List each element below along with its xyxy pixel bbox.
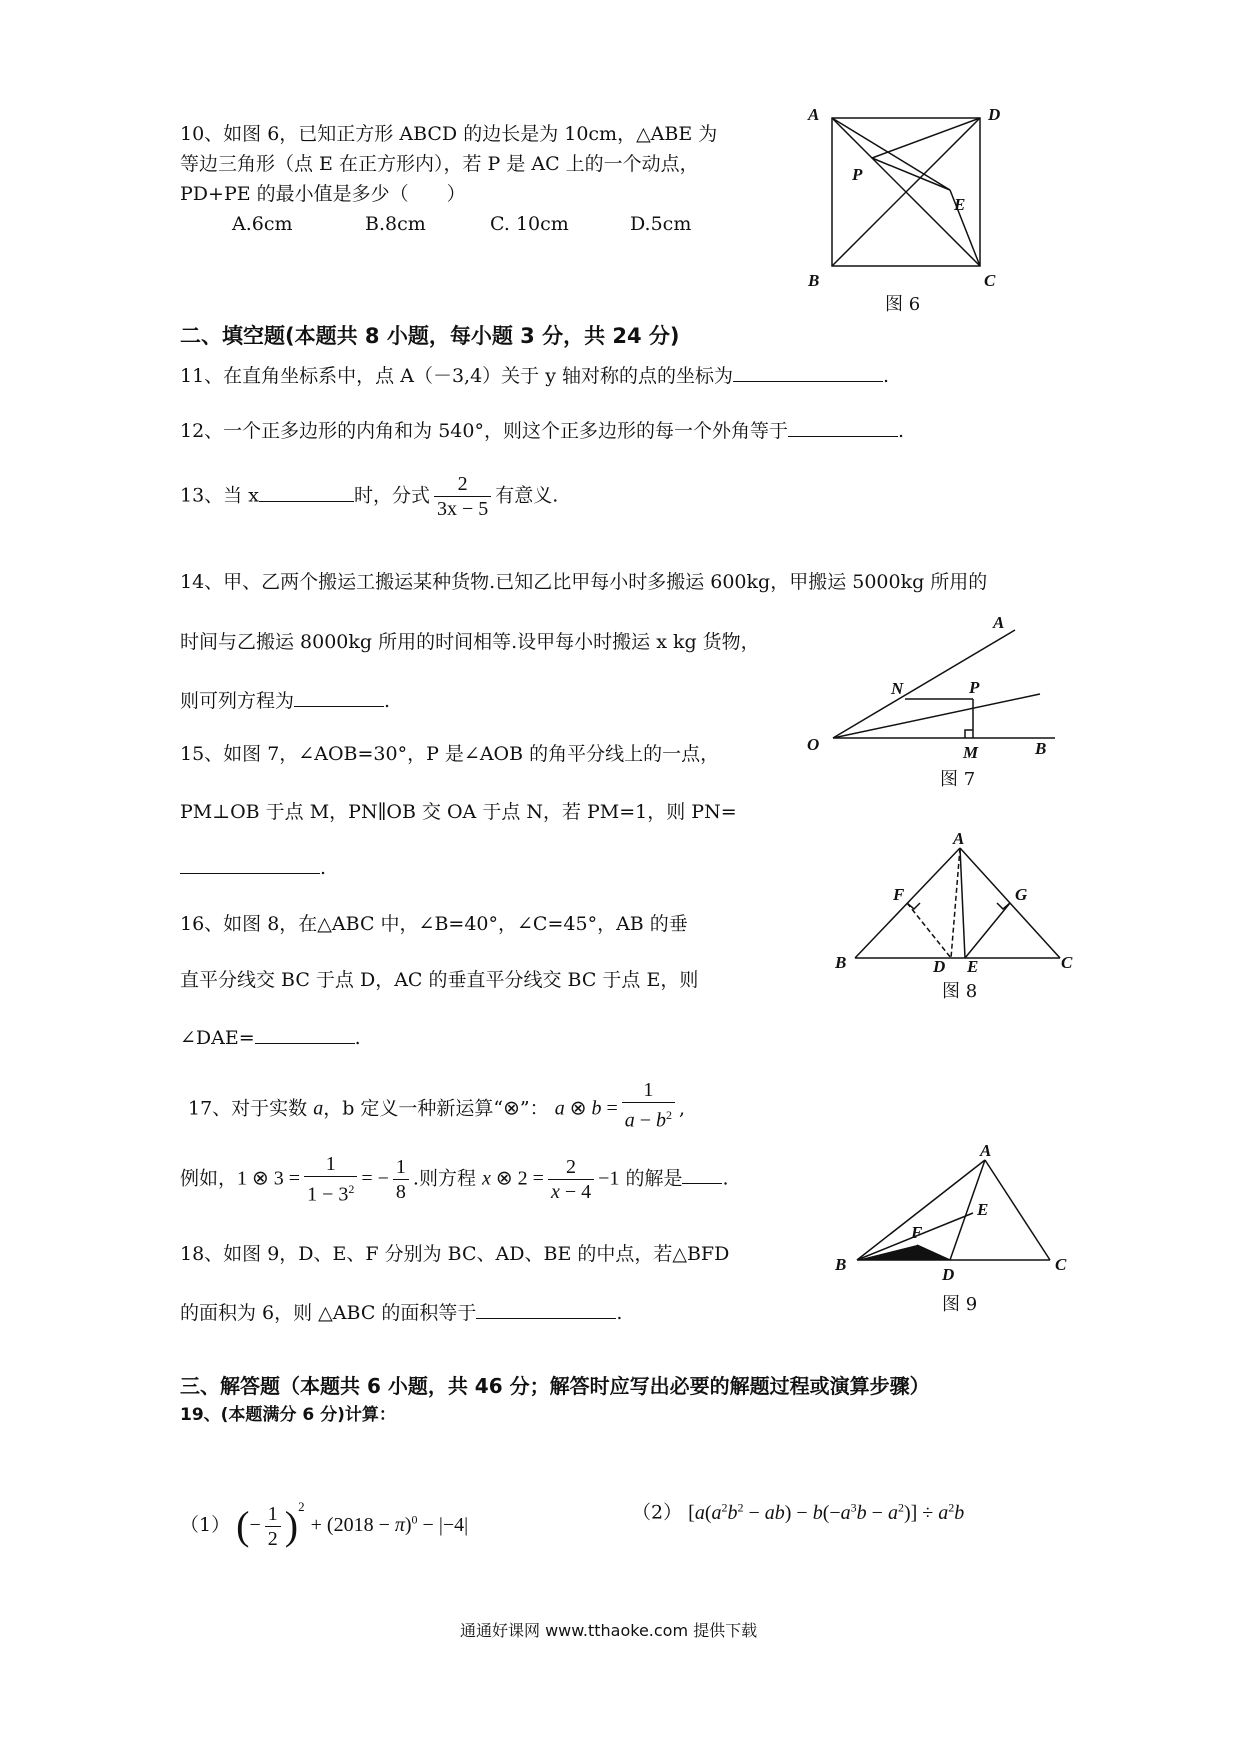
q10-option-a: A.6cm (232, 213, 293, 235)
q11-text: 11、在直角坐标系中，点 A（－3,4）关于 y 轴对称的点的坐标为 . (180, 365, 890, 387)
fig9-caption: 图 9 (942, 1294, 978, 1315)
q17-def-denominator: $a - b^2$ (624, 1108, 673, 1132)
fig6-label-a: A (808, 105, 820, 124)
q13-numerator: 2 (434, 472, 491, 497)
fig9-label-d: D (942, 1265, 955, 1284)
fig7-label-p: P (969, 678, 980, 697)
q17-example-num-1: 1 (304, 1152, 357, 1177)
q17-intro: 17、对于实数 (188, 1097, 308, 1120)
q19-part-1-close-paren: ) (284, 1503, 299, 1548)
fig8-label-e: E (967, 957, 979, 973)
q17-equation-fraction (548, 1155, 594, 1204)
q17-example-den-1: $1 - 3^2$ (307, 1182, 355, 1206)
q17-line-2: 例如，1 ⊗ 3 = $\frac{1}{1 - 3^2}$ = − $\frac{1}{8}$ .则方程 x ⊗ 2 = $\frac{2}{x - 4}$ −1 的解是 . (180, 1153, 729, 1206)
fig7-label-b: B (1035, 739, 1047, 758)
q11-prompt: 11、在直角坐标系中，点 A（－3,4）关于 y 轴对称的点的坐标为 (180, 365, 733, 387)
figure-8 (835, 828, 1080, 973)
q17-example-num-2: 1 (393, 1155, 409, 1180)
q13-suffix: 有意义. (495, 484, 559, 507)
q12-prompt: 12、一个正多边形的内角和为 540°，则这个正多边形的每一个外角等于 (180, 420, 788, 442)
fig7-label-o: O (807, 735, 820, 754)
q17-var-a: a (313, 1097, 324, 1120)
fig6-label-e: E (954, 195, 966, 214)
q18-line-1: 18、如图 9，D、E、F 分别为 BC、AD、BE 的中点，若△BFD (180, 1243, 730, 1265)
q14-prompt: 则可列方程为 (180, 690, 295, 712)
fig8-label-f: F (893, 885, 905, 904)
q14-answer-blank[interactable] (294, 688, 384, 707)
q13-denominator: 3x − 5 (436, 498, 489, 520)
q17-example-fraction-1 (304, 1152, 357, 1207)
q15-line-3: . (180, 855, 326, 880)
q17-otimes-symbol: ⊗ (503, 1097, 520, 1120)
q15-line-1: 15、如图 7，∠AOB=30°，P 是∠AOB 的角平分线上的一点， (180, 743, 720, 765)
figure-6 (800, 98, 1010, 308)
q19-part-1 (180, 1495, 468, 1551)
q16-answer-blank[interactable] (255, 1025, 355, 1044)
q10-line-3: PD+PE 的最小值是多少（ ） (180, 183, 466, 205)
fig6-label-d: D (988, 105, 1001, 124)
q15-line-2: PM⊥OB 于点 M，PN∥OB 交 OA 于点 N，若 PM=1，则 PN= (180, 801, 737, 823)
fig8-label-b: B (835, 953, 847, 972)
fig7-caption: 图 7 (940, 769, 976, 790)
q17-equation-minus: −1 (598, 1167, 620, 1190)
q16-line-2: 直平分线交 BC 于点 D，AC 的垂直平分线交 BC 于点 E，则 (180, 969, 699, 991)
fig7-label-m: M (963, 743, 979, 760)
q12-text: 12、一个正多边形的内角和为 540°，则这个正多边形的每一个外角等于 . (180, 420, 905, 442)
q15-answer-blank[interactable] (180, 855, 320, 874)
q17-definition: a ⊗ b = (554, 1097, 618, 1120)
q14-line-3: 则可列方程为 . (180, 690, 391, 712)
q17-example-eq: = − (361, 1167, 389, 1190)
q19-part-1-label: （1） (180, 1514, 231, 1536)
fig8-label-c: C (1061, 953, 1073, 972)
q19-part-1-rest: + $(2018 - \pi)^0 - |-4|$ (310, 1512, 469, 1536)
q13-prefix: 13、当 x (180, 484, 259, 507)
q19-part-2 (632, 1495, 964, 1525)
q13-fraction (434, 472, 491, 521)
q17-definition-text: ，b 定义一种新运算“ (323, 1097, 504, 1120)
fig9-label-a: A (980, 1141, 992, 1160)
q10-option-b: B.8cm (365, 213, 426, 235)
figure-9 (835, 1140, 1085, 1285)
q17-then-text: .则方程 (412, 1167, 476, 1190)
q12-answer-blank[interactable] (788, 418, 898, 437)
q19-part-1-open-paren: ( (236, 1503, 250, 1548)
figure-7 (805, 610, 1065, 760)
q17-eq-numerator: 2 (548, 1155, 594, 1180)
q17-definition-fraction (622, 1078, 675, 1133)
q17-example-fraction-2 (393, 1155, 409, 1204)
section3-title: 三、解答题（本题共 6 小题，共 46 分；解答时应写出必要的解题过程或演算步骤） (180, 1374, 930, 1398)
q18-line-2: 的面积为 6，则 △ABC 的面积等于 . (180, 1302, 623, 1324)
q10-option-d: D.5cm (630, 213, 692, 235)
fig8-label-g: G (1015, 885, 1028, 904)
fig6-caption: 图 6 (885, 294, 921, 315)
q17-answer-blank[interactable] (682, 1165, 722, 1184)
fig8-caption: 图 8 (942, 981, 978, 1002)
q10-option-c: C. 10cm (490, 213, 569, 235)
q11-answer-blank[interactable] (733, 363, 883, 382)
footer-credit: 通通好课网 www.tthaoke.com 提供下载 (460, 1621, 758, 1640)
q16-line-1: 16、如图 8，在△ABC 中，∠B=40°，∠C=45°，AB 的垂 (180, 913, 688, 935)
q19-part-2-label: （2） (632, 1501, 683, 1524)
fig7-label-a: A (993, 613, 1005, 632)
fig6-label-c: C (984, 271, 996, 290)
q17-line-1: 17、对于实数 a，b 定义一种新运算“⊗”： a ⊗ b = $\frac{1}{a - b^2}$ , (188, 1079, 686, 1132)
q16-line-3: ∠DAE= . (180, 1027, 361, 1049)
fig8-label-d: D (933, 957, 946, 973)
q17-example: 1 ⊗ 3 = (237, 1167, 301, 1190)
q18-answer-blank[interactable] (476, 1300, 616, 1319)
q19-part-1-fraction (265, 1502, 281, 1551)
q14-line-1: 14、甲、乙两个搬运工搬运某种货物.已知乙比甲每小时多搬运 600kg，甲搬运 5000kg 所用的 (180, 571, 988, 593)
q17-example-prefix: 例如， (180, 1167, 238, 1190)
q19-part-1-exponent: 2 (298, 1499, 305, 1514)
q17-def-numerator: 1 (622, 1078, 675, 1103)
q19-part-1-numerator: 1 (265, 1502, 281, 1527)
q16-prompt: ∠DAE= (180, 1027, 255, 1049)
q10-line-2: 等边三角形（点 E 在正方形内），若 P 是 AC 上的一个动点， (180, 153, 699, 175)
q17-eq-denominator: x − 4 (550, 1180, 592, 1203)
fig6-label-p: P (852, 165, 863, 184)
fig9-label-c: C (1055, 1255, 1067, 1274)
fig8-label-a: A (953, 829, 965, 848)
q19-title: 19、(本题满分 6 分)计算： (180, 1405, 396, 1425)
section2-title: 二、填空题(本题共 8 小题，每小题 3 分，共 24 分) (180, 324, 680, 348)
q14-line-2: 时间与乙搬运 8000kg 所用的时间相等.设甲每小时搬运 x kg 货物， (180, 631, 760, 653)
fig9-label-e: E (977, 1200, 989, 1219)
fig9-label-b: B (835, 1255, 847, 1274)
q17-example-den-2: 8 (395, 1180, 406, 1203)
q17-solution-text: 的解是 (625, 1167, 683, 1190)
fig9-label-f: F (911, 1223, 923, 1242)
q18-prompt: 的面积为 6，则 △ABC 的面积等于 (180, 1302, 477, 1324)
fig6-label-b: B (808, 271, 820, 290)
q17-equation: x ⊗ 2 = (482, 1167, 544, 1190)
q19-part-2-expression: $[a(a^2b^2 - ab) - b(-a^3b - a^2)] \div a^2b$ (688, 1500, 965, 1524)
fig7-label-n: N (891, 679, 904, 698)
q13-middle: 时，分式 (353, 484, 430, 507)
q10-line-1: 10、如图 6，已知正方形 ABCD 的边长是为 10cm，△ABE 为 (180, 123, 718, 145)
q13-text (180, 472, 558, 521)
q19-part-1-minus: − (249, 1514, 261, 1536)
q19-part-1-denominator: 2 (267, 1527, 278, 1550)
q13-answer-blank[interactable] (259, 483, 354, 502)
